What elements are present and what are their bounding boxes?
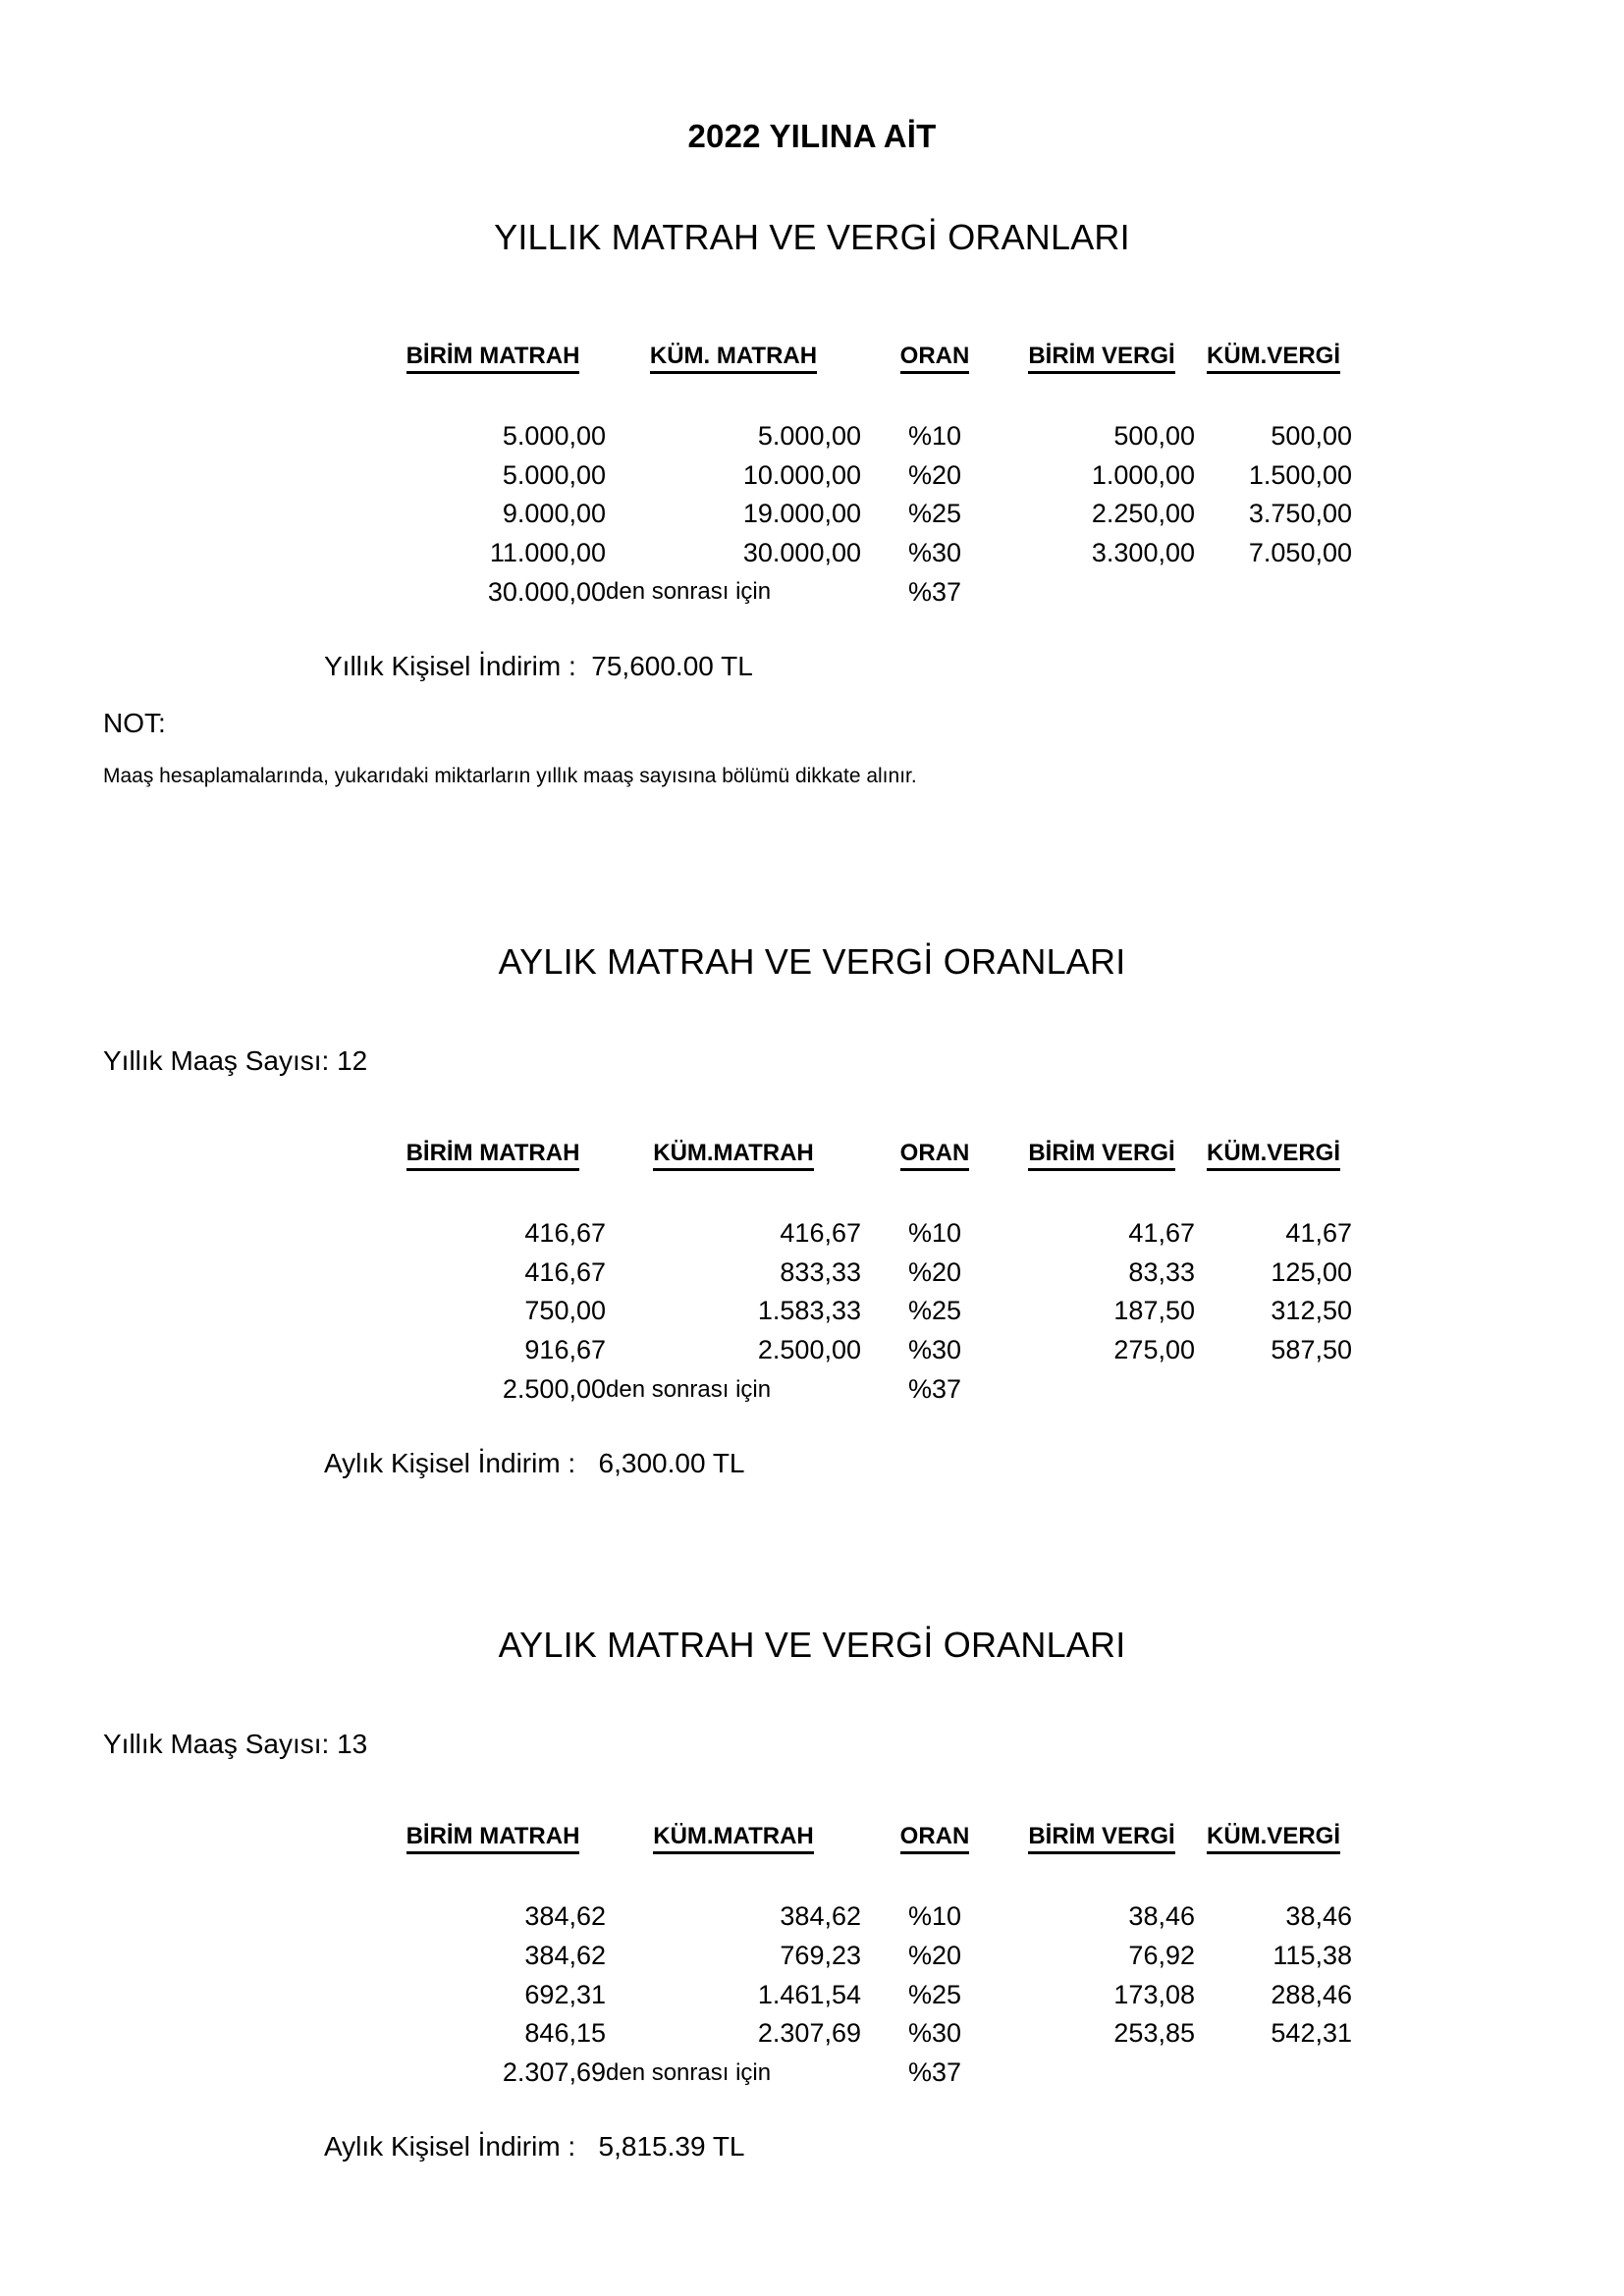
cell-kum-vergi: 125,00 bbox=[1271, 1256, 1352, 1287]
cell-overflow-blank-1 bbox=[1008, 1370, 1195, 1410]
table-row-overflow bbox=[380, 1370, 1352, 1410]
header-birim-vergi bbox=[1008, 343, 1195, 376]
cell-kum-vergi: 3.750,00 bbox=[1248, 499, 1352, 529]
cell-overflow-blank-1 bbox=[1008, 2054, 1195, 2093]
cell-kum-vergi: 500,00 bbox=[1271, 421, 1352, 451]
section-title-monthly-13: AYLIK MATRAH VE VERGİ ORANLARI bbox=[498, 1625, 1126, 1666]
cell-overflow-oran: %37 bbox=[907, 2056, 962, 2087]
cell-birim-matrah: 384,62 bbox=[524, 1940, 606, 1970]
cell-birim-vergi: 41,67 bbox=[1128, 1218, 1195, 1249]
cell-overflow-note: den sonrası için bbox=[606, 578, 772, 606]
header-oran bbox=[861, 1140, 1008, 1173]
cell-overflow-note: den sonrası için bbox=[606, 2058, 772, 2086]
table-row bbox=[380, 1331, 1352, 1370]
cell-birim-vergi: 275,00 bbox=[1113, 1335, 1195, 1364]
cell-kum-vergi: 41,67 bbox=[1285, 1218, 1352, 1249]
cell-birim-vergi: 253,85 bbox=[1113, 2018, 1195, 2049]
cell-oran: %10 bbox=[907, 1218, 962, 1249]
table-row-overflow bbox=[380, 573, 1352, 613]
cell-birim-matrah: 5.000,00 bbox=[502, 459, 606, 490]
cell-overflow-blank-2 bbox=[1195, 2054, 1352, 2093]
cell-birim-vergi: 3.300,00 bbox=[1091, 537, 1195, 567]
cell-oran: %20 bbox=[907, 1256, 962, 1287]
header-birim-vergi-label: BİRİM VERGİ bbox=[1028, 343, 1174, 374]
header-oran-label: ORAN bbox=[900, 1823, 970, 1854]
annual-personal-deduction: Yıllık Kişisel İndirim : 75,600.00 TL bbox=[324, 651, 753, 682]
cell-birim-matrah: 916,67 bbox=[524, 1335, 606, 1364]
cell-birim-matrah: 750,00 bbox=[524, 1296, 606, 1326]
cell-overflow-amount: 30.000,00 bbox=[487, 576, 606, 607]
header-birim-matrah bbox=[380, 343, 606, 376]
cell-birim-matrah: 9.000,00 bbox=[502, 499, 606, 529]
cell-kum-vergi: 115,38 bbox=[1272, 1940, 1352, 1970]
cell-kum-matrah: 416,67 bbox=[780, 1218, 861, 1249]
header-oran bbox=[861, 343, 1008, 376]
table-header-row bbox=[380, 1140, 1352, 1173]
cell-oran: %30 bbox=[907, 1335, 962, 1364]
header-kum-vergi-label: KÜM.VERGİ bbox=[1207, 1140, 1340, 1171]
cell-oran: %25 bbox=[907, 1979, 962, 2009]
cell-kum-vergi: 312,50 bbox=[1271, 1296, 1352, 1326]
cell-kum-matrah: 30.000,00 bbox=[742, 537, 861, 567]
cell-oran: %25 bbox=[907, 499, 962, 529]
table-row bbox=[380, 1897, 1352, 1937]
cell-kum-matrah: 769,23 bbox=[780, 1940, 861, 1970]
header-birim-vergi bbox=[1008, 1140, 1195, 1173]
cell-kum-vergi: 38,46 bbox=[1285, 1901, 1352, 1932]
cell-overflow-amount: 2.307,69 bbox=[502, 2056, 606, 2087]
cell-birim-vergi: 187,50 bbox=[1113, 1296, 1195, 1326]
salary-count-13: Yıllık Maaş Sayısı: 13 bbox=[103, 1729, 368, 1760]
cell-birim-matrah: 5.000,00 bbox=[502, 421, 606, 451]
cell-birim-vergi: 500,00 bbox=[1113, 421, 1195, 451]
cell-kum-vergi: 542,31 bbox=[1271, 2018, 1352, 2049]
cell-birim-matrah: 846,15 bbox=[524, 2018, 606, 2049]
cell-kum-vergi: 7.050,00 bbox=[1248, 537, 1352, 567]
header-birim-matrah-label: BİRİM MATRAH bbox=[406, 1140, 580, 1171]
table-row bbox=[380, 1976, 1352, 2015]
cell-birim-vergi: 38,46 bbox=[1128, 1901, 1195, 1932]
header-kum-vergi-label: KÜM.VERGİ bbox=[1207, 343, 1340, 374]
monthly12-personal-deduction: Aylık Kişisel İndirim : 6,300.00 TL bbox=[324, 1448, 745, 1479]
table-header-row bbox=[380, 1823, 1352, 1856]
cell-kum-matrah: 2.307,69 bbox=[757, 2018, 861, 2049]
cell-overflow-note: den sonrası için bbox=[606, 1375, 772, 1403]
cell-birim-matrah: 384,62 bbox=[524, 1901, 606, 1932]
cell-kum-vergi: 288,46 bbox=[1271, 1979, 1352, 2009]
table-row bbox=[380, 1292, 1352, 1331]
header-spacer-cell bbox=[380, 1856, 1352, 1897]
monthly13-rates-table-wrap bbox=[272, 1823, 1352, 2092]
cell-overflow-blank-2 bbox=[1195, 573, 1352, 613]
cell-overflow-amount: 2.500,00 bbox=[502, 1373, 606, 1404]
cell-birim-vergi: 173,08 bbox=[1113, 1979, 1195, 2009]
table-header-row bbox=[380, 343, 1352, 376]
cell-birim-matrah: 416,67 bbox=[524, 1256, 606, 1287]
header-birim-matrah-label: BİRİM MATRAH bbox=[406, 343, 580, 374]
annual-rates-table-wrap bbox=[272, 343, 1352, 612]
header-kum-vergi bbox=[1195, 343, 1352, 376]
cell-oran: %30 bbox=[907, 537, 962, 567]
cell-birim-vergi: 76,92 bbox=[1128, 1940, 1195, 1970]
table-row bbox=[380, 417, 1352, 456]
table-row bbox=[380, 534, 1352, 573]
header-spacer-row bbox=[380, 376, 1352, 417]
note-label: NOT: bbox=[103, 708, 166, 739]
cell-birim-matrah: 416,67 bbox=[524, 1218, 606, 1249]
header-birim-matrah bbox=[380, 1140, 606, 1173]
header-birim-vergi-label: BİRİM VERGİ bbox=[1028, 1823, 1174, 1854]
header-kum-matrah bbox=[606, 343, 861, 376]
monthly12-rates-table-wrap bbox=[272, 1140, 1352, 1409]
table-row bbox=[380, 2014, 1352, 2054]
header-kum-matrah-label: KÜM.MATRAH bbox=[653, 1140, 814, 1171]
table-row bbox=[380, 495, 1352, 534]
header-spacer-cell bbox=[380, 1173, 1352, 1214]
header-oran-label: ORAN bbox=[900, 1140, 970, 1171]
header-spacer-cell bbox=[380, 376, 1352, 417]
note-text: Maaş hesaplamalarında, yukarıdaki miktarların yıllık maaş sayısına bölümü dikkate alınır. bbox=[103, 765, 917, 788]
header-kum-vergi bbox=[1195, 1823, 1352, 1856]
monthly13-rates-table bbox=[380, 1823, 1352, 2092]
cell-oran: %10 bbox=[907, 421, 962, 451]
cell-overflow-blank-2 bbox=[1195, 1370, 1352, 1410]
cell-birim-matrah: 692,31 bbox=[524, 1979, 606, 2009]
cell-kum-vergi: 587,50 bbox=[1271, 1335, 1352, 1364]
header-kum-vergi-label: KÜM.VERGİ bbox=[1207, 1823, 1340, 1854]
salary-count-12: Yıllık Maaş Sayısı: 12 bbox=[103, 1045, 368, 1077]
cell-kum-matrah: 833,33 bbox=[780, 1256, 861, 1287]
section-title-annual: YILLIK MATRAH VE VERGİ ORANLARI bbox=[494, 217, 1130, 257]
cell-kum-matrah: 1.583,33 bbox=[757, 1296, 861, 1326]
cell-kum-matrah: 19.000,00 bbox=[742, 499, 861, 529]
monthly13-personal-deduction: Aylık Kişisel İndirim : 5,815.39 TL bbox=[324, 2131, 745, 2163]
header-kum-matrah bbox=[606, 1140, 861, 1173]
document-title: 2022 YILINA AİT bbox=[687, 118, 937, 154]
cell-overflow-blank-1 bbox=[1008, 573, 1195, 613]
table-row bbox=[380, 1214, 1352, 1254]
header-spacer-row bbox=[380, 1856, 1352, 1897]
header-kum-matrah-label: KÜM.MATRAH bbox=[653, 1823, 814, 1854]
header-kum-vergi bbox=[1195, 1140, 1352, 1173]
table-row bbox=[380, 456, 1352, 496]
cell-oran: %25 bbox=[907, 1296, 962, 1326]
cell-kum-matrah: 1.461,54 bbox=[757, 1979, 861, 2009]
header-birim-vergi bbox=[1008, 1823, 1195, 1856]
cell-oran: %10 bbox=[907, 1901, 962, 1932]
cell-birim-vergi: 83,33 bbox=[1128, 1256, 1195, 1287]
cell-birim-vergi: 2.250,00 bbox=[1091, 499, 1195, 529]
cell-kum-matrah: 5.000,00 bbox=[757, 421, 861, 451]
cell-birim-vergi: 1.000,00 bbox=[1091, 459, 1195, 490]
cell-overflow-oran: %37 bbox=[907, 1373, 962, 1404]
cell-kum-matrah: 10.000,00 bbox=[742, 459, 861, 490]
cell-kum-vergi: 1.500,00 bbox=[1248, 459, 1352, 490]
header-birim-matrah bbox=[380, 1823, 606, 1856]
cell-oran: %30 bbox=[907, 2018, 962, 2049]
section-title-monthly-12: AYLIK MATRAH VE VERGİ ORANLARI bbox=[498, 941, 1126, 983]
cell-birim-matrah: 11.000,00 bbox=[489, 537, 606, 567]
monthly12-rates-table bbox=[380, 1140, 1352, 1409]
header-kum-matrah-label: KÜM. MATRAH bbox=[650, 343, 817, 374]
header-oran bbox=[861, 1823, 1008, 1856]
cell-oran: %20 bbox=[907, 1940, 962, 1970]
cell-overflow-oran: %37 bbox=[907, 576, 962, 607]
cell-kum-matrah: 384,62 bbox=[780, 1901, 861, 1932]
cell-kum-matrah: 2.500,00 bbox=[757, 1335, 861, 1364]
table-row-overflow bbox=[380, 2054, 1352, 2093]
cell-oran: %20 bbox=[907, 459, 962, 490]
header-birim-matrah-label: BİRİM MATRAH bbox=[406, 1823, 580, 1854]
table-row bbox=[380, 1937, 1352, 1976]
table-row bbox=[380, 1254, 1352, 1293]
header-birim-vergi-label: BİRİM VERGİ bbox=[1028, 1140, 1174, 1171]
annual-rates-table bbox=[380, 343, 1352, 612]
header-kum-matrah bbox=[606, 1823, 861, 1856]
header-spacer-row bbox=[380, 1173, 1352, 1214]
header-oran-label: ORAN bbox=[900, 343, 970, 374]
